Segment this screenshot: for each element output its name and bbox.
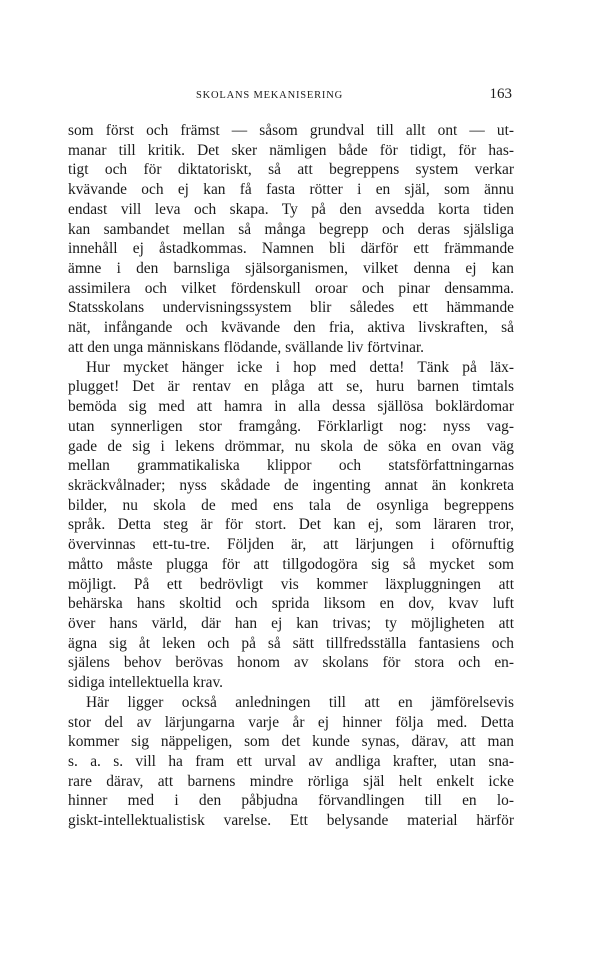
text-line: kommer sig näppeligen, som det kunde synas, därav, att man xyxy=(68,733,514,751)
text-line: själens behov berövas honom av skolans för stora och en- xyxy=(68,654,514,672)
text-line: s. a. s. vill ha fram ett urval av andliga krafter, utan sna- xyxy=(68,753,514,770)
text-line: behärska hans skoltid och sprida liksom en dov, kvav luft xyxy=(68,595,514,613)
text-line: kvävande och ej kan få fasta rötter i en själ, som ännu xyxy=(68,181,514,199)
text-line: skräckvålnader; nyss skådade de ingenting annat än konkreta xyxy=(68,476,514,494)
text-line: måtto måste plugga för att tillgodogöra sig så mycket som xyxy=(68,555,514,573)
text-line: mellan grammatikaliska klippor och statsförfattningarnas xyxy=(68,457,514,475)
text-line: Statsskolans undervisningssystem blir således ett hämmande xyxy=(68,299,514,317)
text-line: assimilera och vilket fördenskull oroar och pinar densamma. xyxy=(68,279,514,297)
text-line: kan sambandet mellan så många begrepp och deras själsliga xyxy=(68,220,514,238)
text-line: ägna sig åt leken och på så sätt tillfredsställa fantasiens och xyxy=(68,634,514,652)
body-text xyxy=(68,121,514,831)
text-line: Här ligger också anledningen till att en jämförelsevis xyxy=(86,693,514,711)
text-line: nät, infångande och kvävande den fria, aktiva livskraften, så xyxy=(68,319,514,337)
text-line: att den unga människans flödande, svällande liv förtvinar. xyxy=(68,338,425,356)
text-line: Hur mycket hänger icke i hop med detta! Tänk på läx- xyxy=(86,358,514,376)
text-line: ämne i den barnsliga själsorganismen, vilket denna ej kan xyxy=(68,260,514,278)
text-line: som först och främst — såsom grundval till allt ont — ut- xyxy=(68,122,514,139)
text-line: bemöda sig med att hamra in alla dessa själlösa boklärdomar xyxy=(68,398,514,416)
text-line: plugget! Det är rentav en plåga att se, huru barnen timtals xyxy=(68,378,514,396)
text-line: manar till kritik. Det sker nämligen både för tidigt, för has- xyxy=(68,141,514,159)
text-line: övervinnas ett-tu-tre. Följden är, att lärjungen i oförnuftig xyxy=(68,536,514,554)
text-line: sidiga intellektuella krav. xyxy=(68,674,223,692)
text-line: tigt och för diktatoriskt, så att begreppens system verkar xyxy=(68,161,514,179)
text-line: giskt-intellektualistisk varelse. Ett belysande material härför xyxy=(68,812,514,830)
text-line: möjligt. På ett bedrövligt vis kommer läxpluggningen att xyxy=(68,575,514,593)
text-line: innehåll ej åstadkommas. Namnen bli därför ett främmande xyxy=(68,240,514,258)
text-line: utan synnerligen stor framgång. Förklarligt nog: nyss vag- xyxy=(68,417,514,435)
text-line: språk. Detta steg är för stort. Det kan ej, som läraren tror, xyxy=(68,516,514,534)
page-number: 163 xyxy=(489,86,512,102)
text-line: bilder, nu skola de med ens tala de osynliga begreppens xyxy=(68,496,514,514)
page-header xyxy=(68,86,514,106)
text-line: rare därav, att barnens mindre rörliga själ helt enkelt icke xyxy=(68,772,514,790)
text-line: endast vill leva och skapa. Ty på den avsedda korta tiden xyxy=(68,200,514,218)
text-line: gade de sig i lekens drömmar, nu skola de söka en ovan väg xyxy=(68,437,514,455)
running-title: SKOLANS MEKANISERING xyxy=(196,90,343,101)
text-line: stor del av lärjungarna varje år ej hinner följa med. Detta xyxy=(68,713,514,731)
text-line: hinner med i den påbjudna förvandlingen till en lo- xyxy=(68,792,514,810)
text-line: över hans värld, där han ej kan trivas; ty möjligheten att xyxy=(68,614,514,632)
